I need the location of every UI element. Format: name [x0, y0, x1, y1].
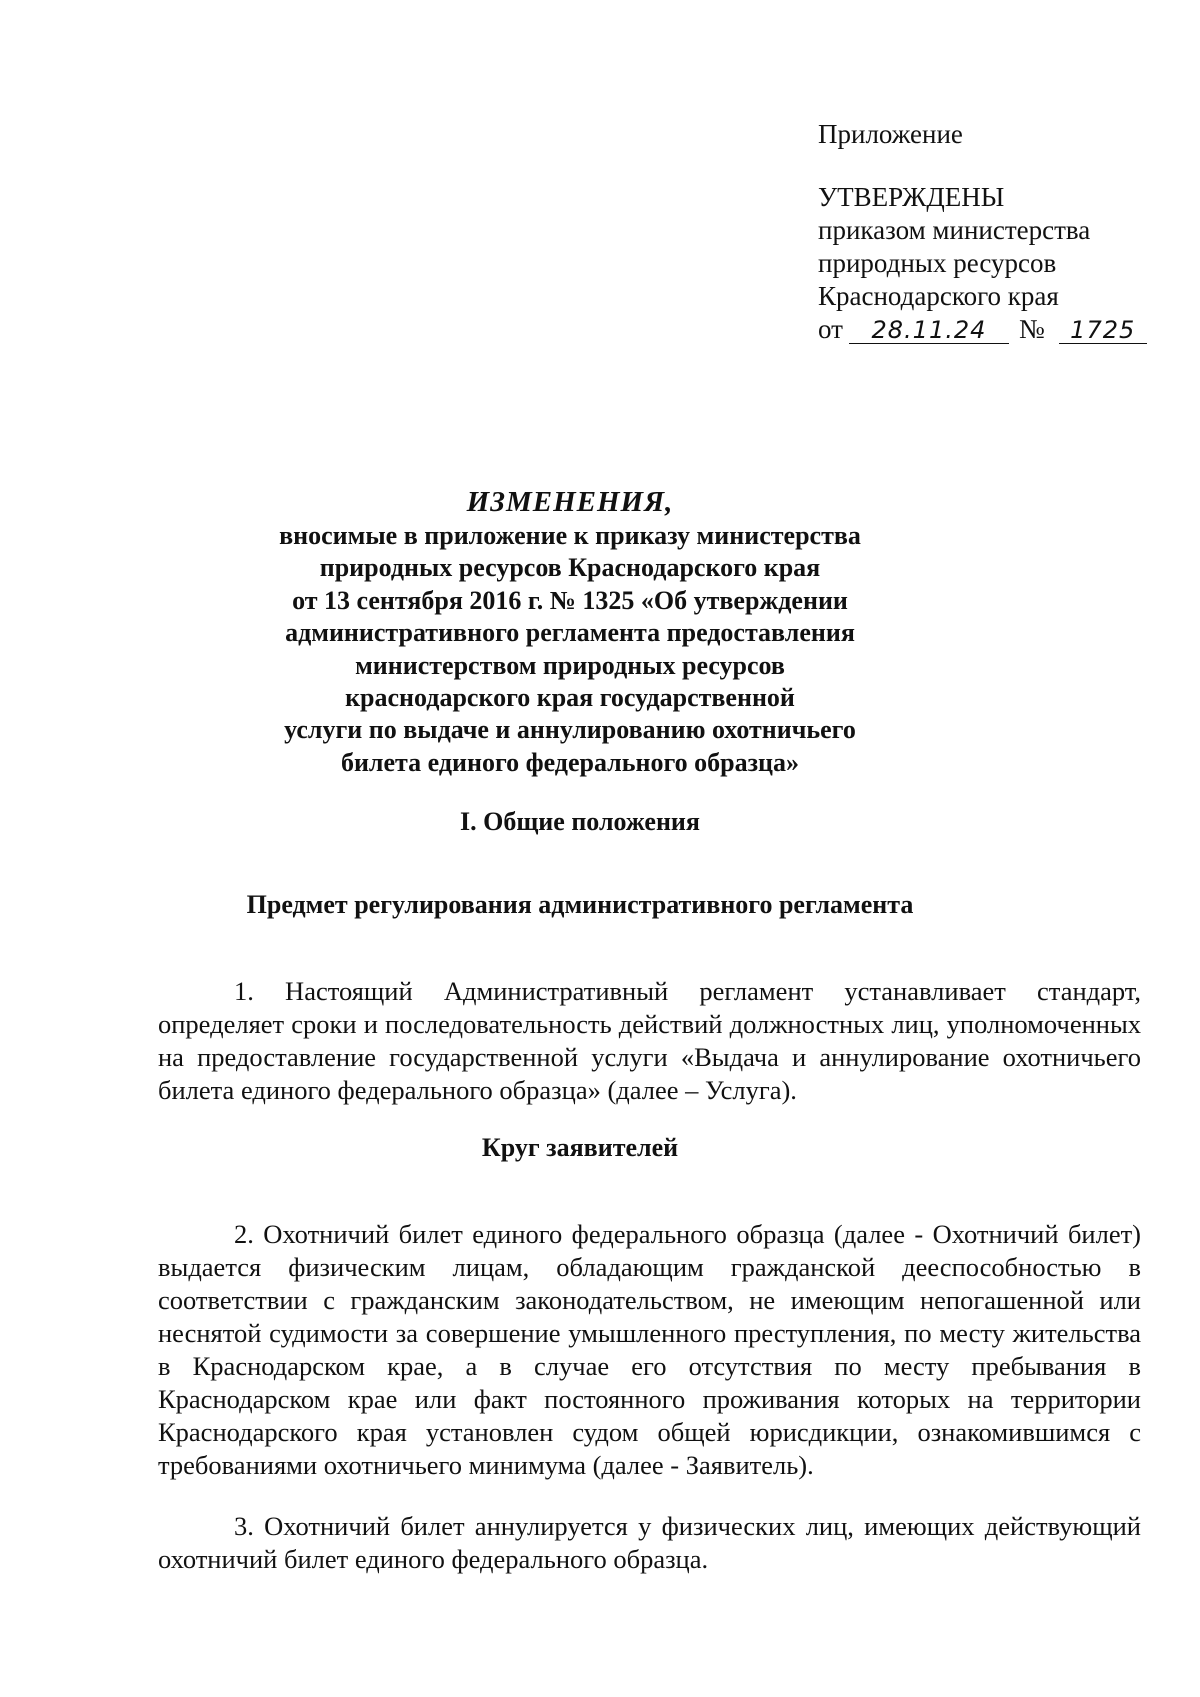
spacer: [818, 151, 1158, 181]
order-date-line: [818, 313, 1158, 346]
title-line: вносимые в приложение к приказу министерства: [279, 521, 861, 550]
title-line: министерством природных ресурсов: [355, 650, 785, 680]
title-line: от 13 сентября 2016 г. № 1325 «Об утверждении: [292, 585, 848, 615]
title-line: административного регламента предоставления: [285, 618, 855, 648]
approved-label: УТВЕРЖДЕНЫ: [818, 182, 1005, 212]
subsection-heading-applicants: Круг заявителей: [481, 1133, 679, 1162]
title-line: природных ресурсов Краснодарского края: [319, 553, 821, 583]
approval-line-1: приказом министерства: [818, 215, 1091, 245]
document-title: [230, 484, 910, 779]
title-line: краснодарского края государственной: [345, 683, 795, 713]
title-heading: ИЗМЕНЕНИЯ,: [466, 486, 674, 518]
appendix-label: Приложение: [818, 119, 963, 149]
section-heading-general: I. Общие положения: [460, 807, 700, 836]
approval-block: [818, 118, 1158, 346]
date-prefix: от: [818, 314, 843, 344]
approval-line-2: природных ресурсов: [818, 248, 1057, 278]
title-line: услуги по выдаче и аннулированию охотничьего: [284, 715, 856, 745]
number-sign: №: [1018, 314, 1045, 344]
subsection-heading-subject: Предмет регулирования административного регламента: [246, 890, 914, 919]
paragraph-2: 2. Охотничий билет единого федерального образца (далее - Охотничий билет) выдается физическим лицам, обладающим гражданской дееспособностью в соответствии с гражданским законодательством, не имеющим непогашенной или неснятой судимости за совершение умышленного преступления, по месту жительства в Краснодарском крае, а в случае его отсутствия по месту пребывания в Краснодарском крае или факт постоянного проживания которых на территории Краснодарского края установлен судом общей юрисдикции, ознакомившимся с требованиями охотничьего минимума (далее - Заявитель).: [158, 1219, 1141, 1480]
order-date-handwritten: 28.11.24: [849, 317, 1009, 344]
order-number-handwritten: 1725: [1059, 317, 1147, 344]
paragraph-1: 1. Настоящий Административный регламент устанавливает стандарт, определяет сроки и последовательность действий должностных лиц, уполномоченных на предоставление государственной услуги «Выдача и аннулирование охотничьего билета единого федерального образца» (далее – Услуга).: [158, 976, 1141, 1105]
approval-line-3: Краснодарского края: [818, 281, 1059, 311]
title-line: билета единого федерального образца»: [340, 747, 800, 777]
paragraph-3: 3. Охотничий билет аннулируется у физических лиц, имеющих действующий охотничий билет единого федерального образца.: [158, 1511, 1141, 1574]
